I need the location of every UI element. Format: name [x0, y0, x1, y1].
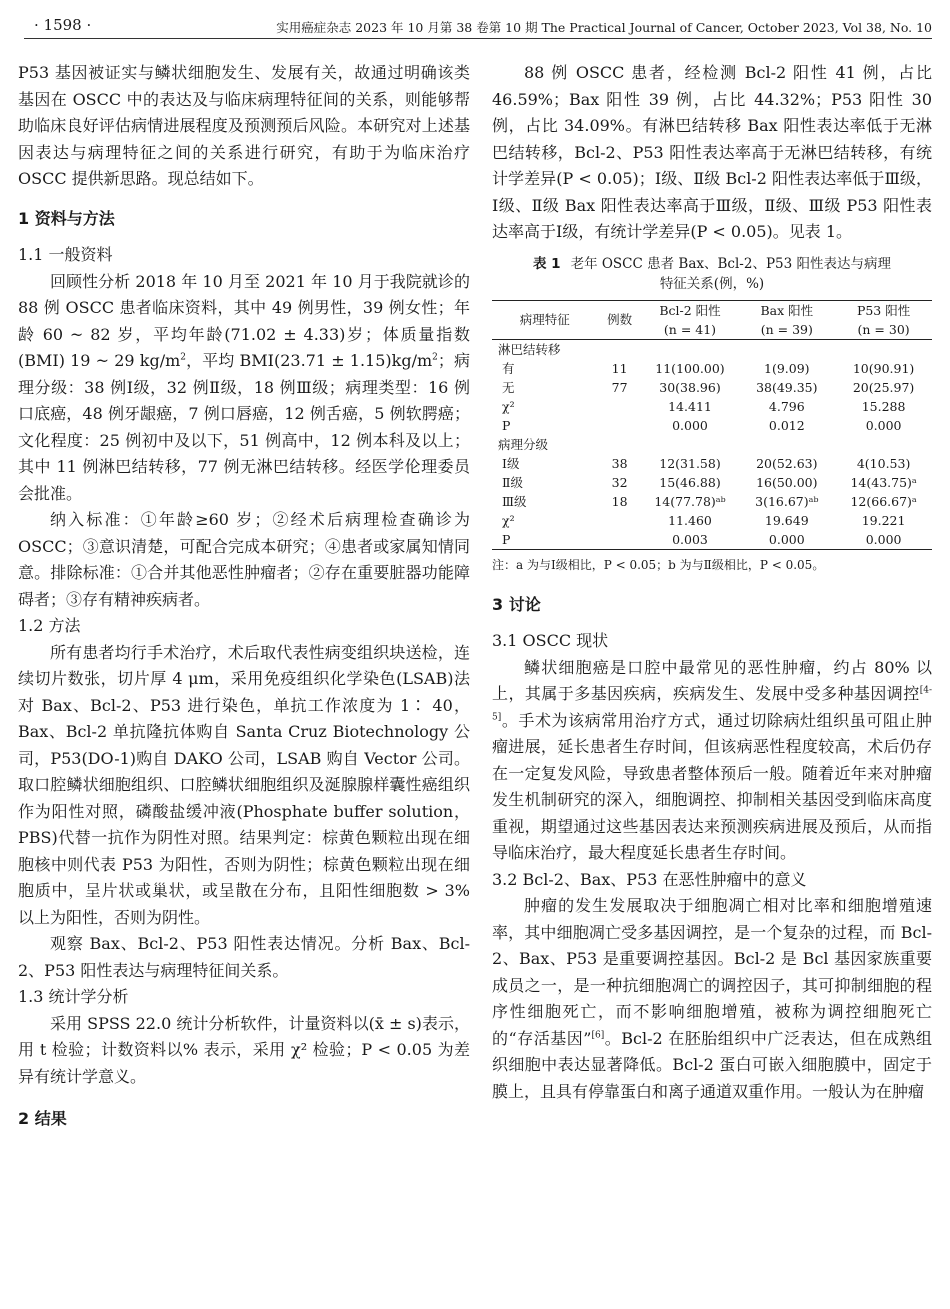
method-paragraph: 所有患者均行手术治疗，术后取代表性病变组织块送检，连续切片数张，切片厚 4 μm，采用免疫组织化学染色(LSAB)法对 Bax、Bcl-2、P53 进行染色，单抗工作浓度为 1∶ 40，Bax、Bcl-2 单抗隆抗体购自 Santa Cruz Biotechnology 公司，P53(DO-1)购自 DAKO 公司，LSAB 购自 Vector 公司。取口腔鳞状细胞组织、口腔鳞状细胞组织及涎腺腺样囊性癌组织作为阳性对照，磷酸盐缓冲液(Phosphate buffer solution，PBS)代替一抗作为阴性对照。结果判定：棕黄色颗粒出现在细胞核中则代表 P53 为阳性，否则为阴性；棕黄色颗粒出现在细胞质中，呈片状或巢状，或呈散在分布，且阳性细胞数 > 3% 以上为阳性，否则为阴性。	[18, 642, 470, 927]
col-header-bax: Bax 阳性	[738, 300, 835, 320]
table-cell: 20(52.63)	[756, 455, 818, 471]
table-cell: 14(43.75)ᵃ	[850, 474, 917, 490]
table-row	[492, 378, 932, 397]
table-row	[492, 359, 932, 378]
left-column	[18, 60, 470, 1143]
table-row	[492, 530, 932, 550]
table-row	[492, 511, 932, 530]
significance-paragraph: 肿瘤的发生发展取决于细胞凋亡相对比率和细胞增殖速率，其中细胞凋亡受多基因调控，是一个复杂的过程，而 Bcl-2、Bax、P53 是重要调控基因。Bcl-2 是 Bcl 基因家族重要成员之一，是一种抗细胞凋亡的调控因子，其可抑制细胞的程序性细胞死亡，而不影响细胞增殖，被称为调控细胞死亡的“存活基因”[6]。Bcl-2 在胚胎组织中广泛表达，但在成熟组织细胞中表达显著降低。Bcl-2 蛋白可嵌入细胞膜中，固定于膜上，且具有停靠蛋白和离子通道双重作用。一般认为在肿瘤	[492, 896, 932, 1101]
table-label: 表 1	[532, 255, 561, 272]
citation-ref: [4-5]	[492, 685, 932, 723]
table-cell: 19.221	[861, 512, 906, 528]
table-cell	[598, 397, 642, 416]
general-info-paragraph: 回顾性分析 2018 年 10 月至 2021 年 10 月于我院就诊的 88 例 OSCC 患者临床资料，其中 49 例男性，39 例女性；年龄 60 ~ 82 岁，平均年龄(71.02 ± 4.33)岁；体质量指数(BMI) 19 ~ 29 $kg/m^2$，平均 $BMI(23.71 \pm 1.15)kg/m^2$；病理分级：38 例Ⅰ级，32 例Ⅱ级，18 例Ⅲ级；病理类型：16 例口底癌，48 例牙龈癌，7 例口唇癌，12 例舌癌，5 例软腭癌；文化程度：25 例初中及以下，51 例高中，12 例本科及以上；其中 11 例淋巴结转移，77 例无淋巴结转移。经医学伦理委员会批准。	[18, 271, 470, 503]
subsection-3-2-heading: 3.2 Bcl-2、Bax、P53 在恶性肿瘤中的意义	[492, 869, 807, 889]
table-row	[492, 473, 932, 492]
subsection-1-1-heading: 1.1 一般资料	[18, 245, 113, 264]
journal-citation: 实用癌症杂志 2023 年 10 月第 38 卷第 10 期 The Practical Journal of Cancer, October 2023, Vol 38, No. 10	[276, 20, 932, 35]
table-cell: 38(49.35)	[756, 379, 818, 395]
table-cell: P	[492, 530, 598, 550]
table-cell	[598, 416, 642, 435]
status-paragraph: 鳞状细胞癌是口腔中最常见的恶性肿瘤，约占 80% 以上，其属于多基因疾病，疾病发生、发展中受多种基因调控[4-5]。手术为该病常用治疗方式，通过切除病灶组织虽可阻止肿瘤进展，延长患者生存时间，但该病恶性程度较高，术后仍存在一定复发风险，导致患者整体预后一般。随着近年来对肿瘤发生机制研究的深入，细胞调控、抑制相关基因受到临床高度重视，期望通过这些基因表达来预测疾病进展及预后，从而指导临床治疗，最大程度延长患者生存时间。	[492, 657, 932, 862]
table-cell: 1(9.09)	[764, 360, 810, 376]
table-cell: 10(90.91)	[852, 360, 915, 376]
table-cell: 32	[611, 474, 628, 490]
table-row	[492, 492, 932, 511]
subsection-1-2-heading: 1.2 方法	[18, 616, 81, 635]
table-row	[492, 454, 932, 473]
table-cell: 0.003	[642, 530, 739, 550]
table-cell	[598, 511, 642, 530]
table-cell: 30(38.96)	[659, 379, 721, 395]
group2-rows	[492, 454, 932, 550]
table-cell	[598, 530, 642, 550]
table-cell: 16(50.00)	[756, 474, 818, 490]
table-note: 注：a 为与Ⅰ级相比，P < 0.05；b 为与Ⅱ级相比，P < 0.05。	[492, 557, 825, 572]
right-column	[492, 60, 932, 1105]
table-cell: 11.460	[668, 512, 712, 528]
group-lymph-node: 淋巴结转移	[498, 341, 561, 357]
table-cell: 0.012	[768, 417, 805, 433]
section-1-heading: 1 资料与方法	[18, 208, 115, 228]
table-cell: 19.649	[764, 512, 809, 528]
col-header-bcl2: Bcl-2 阳性	[642, 300, 739, 320]
results-table: 病理特征 例数 Bcl-2 阳性 Bax 阳性 P53 阳性 (n = 41) (n = 39) (n = 30) 淋巴结转移 有 11 11(100.00) 1(9.09) 10(90.91) 无 77 30(38.96) 38(49.35) 20(25.97) χ² 14.411 4.796 15.288 P 0.000 0.012 0.000 病理分级 Ⅰ级 38 12(31.58) 20(52.63) 4(10.53) Ⅱ级 32 15(46.88) 16(50.00) 14(43.75)ᵃ Ⅲ级 18 14(77.78)ᵃᵇ 3(16.67)ᵃᵇ 12(66.67)ᵃ χ² 11.460 19.649 19.221 P 0.003 0.000 0.000	[492, 300, 932, 550]
table-cell: 0.000	[835, 530, 932, 550]
table-cell: 11	[611, 360, 628, 376]
group-pathology-grade: 病理分级	[498, 436, 549, 452]
table-cell: χ²	[502, 512, 515, 528]
table-cell: 3(16.67)ᵃᵇ	[755, 493, 819, 509]
citation-ref: [6]	[591, 1030, 605, 1041]
table-cell: Ⅱ级	[502, 474, 523, 490]
table-cell: 有	[502, 360, 515, 376]
table-cell: 11(100.00)	[655, 360, 725, 376]
col-header-feature: 病理特征	[492, 300, 598, 339]
table-cell: 15(46.88)	[659, 474, 721, 490]
table-cell: 12(66.67)ᵃ	[850, 493, 917, 509]
table-cell: 18	[611, 493, 628, 509]
subsection-3-1-heading: 3.1 OSCC 现状	[492, 631, 609, 650]
table-cell: 4.796	[768, 398, 805, 414]
col-header-p53: P53 阳性	[835, 300, 932, 320]
subsection-1-3-heading: 1.3 统计学分析	[18, 987, 129, 1006]
running-header	[24, 12, 932, 39]
table-cell: 14.411	[668, 398, 712, 414]
table-cell: 38	[611, 455, 628, 471]
table-cell: Ⅰ级	[502, 455, 520, 471]
stats-paragraph: 采用 SPSS 22.0 统计分析软件，计量资料以(x̄ ± s)表示，用 t 检验；计数资料以% 表示，采用 χ² 检验；P < 0.05 为差异有统计学意义。	[18, 1013, 470, 1086]
table-cell: 无	[502, 379, 515, 395]
table-cell: 4(10.53)	[856, 455, 911, 471]
table-cell: 0.000	[738, 530, 835, 550]
table-cell: Ⅲ级	[502, 493, 527, 509]
page-number: · 1598 ·	[34, 16, 92, 34]
table-row	[492, 397, 932, 416]
table-row	[492, 416, 932, 435]
table-caption: 表 1 老年 OSCC 患者 Bax、Bcl-2、P53 阳性表达与病理 特征关系(例，%)	[532, 255, 892, 292]
intro-paragraph: P53 基因被证实与鳞状细胞发生、发展有关，故通过明确该类基因在 OSCC 中的表达及与临床病理特征间的关系，则能够帮助临床良好评估病情进展程度及预测预后风险。本研究对上述基因表达与病理特征之间的关系进行研究，有助于为临床治疗 OSCC 提供新思路。现总结如下。	[18, 63, 470, 188]
table-cell: 77	[611, 379, 628, 395]
table-cell: 0.000	[865, 417, 902, 433]
group1-rows	[492, 359, 932, 435]
table-cell: 0.000	[672, 417, 708, 433]
observe-paragraph: 观察 Bax、Bcl-2、P53 阳性表达情况。分析 Bax、Bcl-2、P53 阳性表达与病理特征间关系。	[18, 934, 470, 980]
col-header-cases: 例数	[598, 300, 642, 339]
table-cell: P	[502, 417, 511, 433]
table-cell: 14(77.78)ᵃᵇ	[654, 493, 726, 509]
section-3-heading: 3 讨论	[492, 594, 541, 614]
table-cell: 12(31.58)	[659, 455, 721, 471]
table-cell: 15.288	[861, 398, 906, 414]
table-cell: 20(25.97)	[852, 379, 915, 395]
table-cell: χ²	[502, 398, 515, 414]
section-2-heading: 2 结果	[18, 1109, 67, 1128]
results-paragraph: 88 例 OSCC 患者，经检测 Bcl-2 阳性 41 例，占比 46.59%；Bax 阳性 39 例，占比 44.32%；P53 阳性 30 例，占比 34.09%。有淋巴结转移 Bax 阳性表达率低于无淋巴结转移，Bcl-2、P53 阳性表达率高于无淋巴结转移，有统计学差异(P < 0.05)；Ⅰ级、Ⅱ级 Bcl-2 阳性表达率低于Ⅲ级，Ⅰ级、Ⅱ级 Bax 阳性表达率高于Ⅲ级，Ⅱ级、Ⅲ级 P53 阳性表达率高于Ⅰ级，有统计学差异(P < 0.05)。见表 1。	[492, 63, 932, 241]
criteria-paragraph: 纳入标准：①年龄≥60 岁；②经术后病理检查确诊为 OSCC；③意识清楚，可配合完成本研究；④患者或家属知情同意。排除标准：①合并其他恶性肿瘤者；②存在重要脏器功能障碍者；③存有精神疾病者。	[18, 510, 470, 609]
